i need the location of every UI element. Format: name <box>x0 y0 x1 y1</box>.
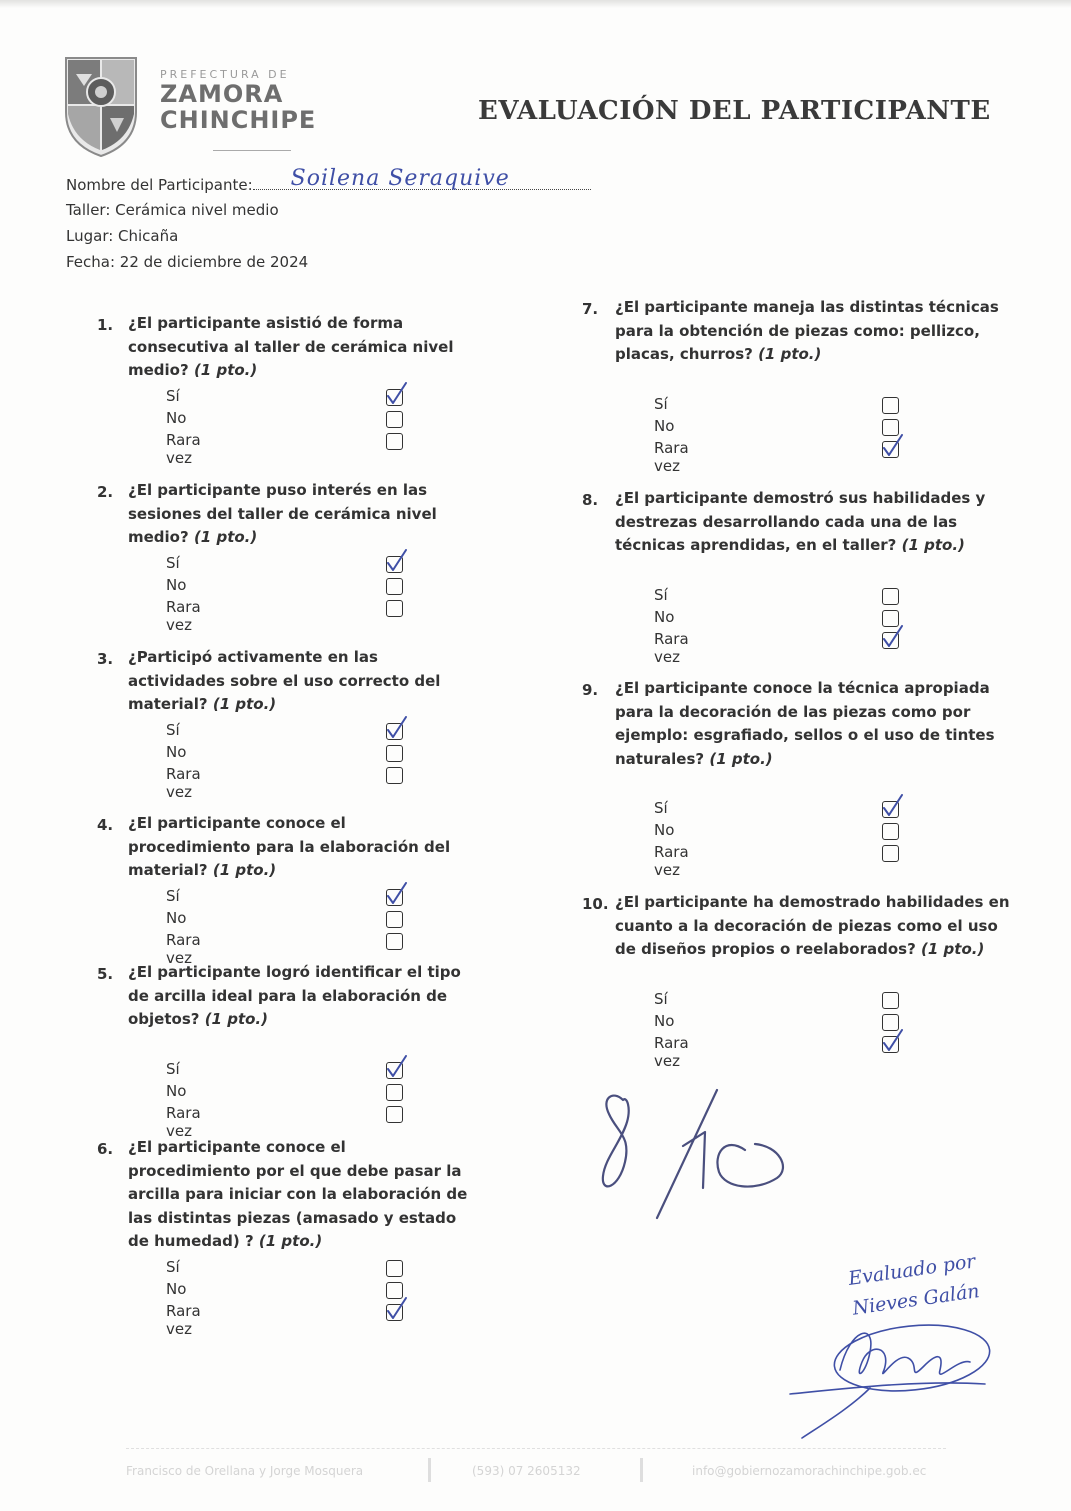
question-points: (1 pto.) <box>901 536 965 554</box>
footer-phone: (593) 07 2605132 <box>472 1464 581 1478</box>
checkbox-yes[interactable] <box>386 556 403 573</box>
question-number: 4. <box>97 816 114 834</box>
question-text <box>128 646 473 717</box>
option-label-rarely: Rara vez <box>166 931 201 967</box>
handwritten-check-icon <box>880 1028 904 1054</box>
question-text <box>615 891 1015 962</box>
option-label-no: No <box>166 909 187 927</box>
option-label-yes: Sí <box>654 585 668 604</box>
evaluator-signature <box>780 1318 995 1443</box>
question-points: (1 pto.) <box>921 940 985 958</box>
participant-name-row <box>66 166 591 194</box>
handwritten-participant-name: Soilena Seraquive <box>290 166 510 191</box>
footer-rule <box>126 1448 946 1449</box>
org-name-line2: CHINCHIPE <box>160 106 317 134</box>
question-points: (1 pto.) <box>193 528 258 546</box>
option-label-yes: Sí <box>654 394 668 413</box>
checkbox-no[interactable] <box>386 411 403 428</box>
option-label-yes: Sí <box>166 1258 180 1276</box>
handwritten-check-icon <box>384 381 408 407</box>
handwritten-check-icon <box>880 793 904 819</box>
question-prompt: ¿El participante logró identificar el tipo de arcilla ideal para la elaboración de objetos? <box>128 963 461 1028</box>
name-field <box>253 166 591 191</box>
footer-separator <box>640 1458 643 1482</box>
question-prompt: ¿El participante conoce la técnica apropiada para la decoración de las piezas como por ejemplo: esgrafiado, sellos o el uso de tintes naturales? <box>615 679 995 768</box>
question-points: (1 pto.) <box>204 1010 268 1028</box>
handwritten-check-icon <box>880 433 904 459</box>
question-prompt: ¿Participó activamente en las actividades sobre el uso correcto del material? <box>128 648 441 713</box>
option-label-rarely: Rara vez <box>654 1033 689 1070</box>
handwritten-check-icon <box>384 1296 408 1322</box>
checkbox-yes[interactable] <box>386 1062 403 1079</box>
question-text <box>128 812 473 883</box>
checkbox-no[interactable] <box>386 911 403 928</box>
checkbox-yes[interactable] <box>882 588 899 605</box>
question-points: (1 pto.) <box>193 361 258 379</box>
handwritten-check-icon <box>384 715 408 741</box>
checkbox-yes[interactable] <box>882 397 899 414</box>
option-label-no: No <box>166 409 187 427</box>
checkbox-rarely[interactable] <box>882 632 899 649</box>
question-prompt: ¿El participante ha demostrado habilidades en cuanto a la decoración de piezas como el uso de diseños propios o reelaborados? <box>615 893 1010 958</box>
question-prompt: ¿El participante puso interés en las sesiones del taller de cerámica nivel medio? <box>128 481 437 546</box>
evaluated-by-note <box>846 1246 981 1323</box>
option-label-no: No <box>654 1011 675 1030</box>
option-label-no: No <box>166 1081 187 1100</box>
question-text <box>128 961 473 1032</box>
checkbox-rarely[interactable] <box>882 845 899 862</box>
question-prompt: ¿El participante demostró sus habilidades y destrezas desarrollando cada una de las técnicas aprendidas, en el taller? <box>615 489 986 554</box>
evaluator-name: Nieves Galán <box>851 1280 981 1320</box>
checkbox-no[interactable] <box>386 745 403 762</box>
checkbox-rarely[interactable] <box>882 441 899 458</box>
checkbox-yes[interactable] <box>386 889 403 906</box>
question-text <box>128 1136 473 1254</box>
question-text <box>128 479 473 550</box>
question-points: (1 pto.) <box>212 861 277 879</box>
option-label-yes: Sí <box>166 721 180 739</box>
option-label-rarely: Rara vez <box>166 431 201 467</box>
place-label: Lugar: Chicaña <box>66 227 179 245</box>
question-number: 6. <box>97 1140 114 1158</box>
option-label-yes: Sí <box>166 387 180 405</box>
org-name-line1: ZAMORA <box>160 80 284 108</box>
checkbox-rarely[interactable] <box>386 1304 403 1321</box>
question-points: (1 pto.) <box>258 1232 323 1250</box>
option-label-rarely: Rara vez <box>654 843 689 879</box>
scan-edge <box>0 0 1071 8</box>
name-label: Nombre del Participante: <box>66 176 253 194</box>
option-label-no: No <box>654 416 675 435</box>
question-number: 8. <box>582 491 599 509</box>
question-text <box>128 312 473 383</box>
checkbox-rarely[interactable] <box>882 1036 899 1053</box>
checkbox-rarely[interactable] <box>386 767 403 784</box>
option-label-no: No <box>166 743 187 761</box>
question-prompt: ¿El participante conoce el procedimiento para la elaboración del material? <box>128 814 451 879</box>
question-prompt: ¿El participante asistió de forma consecutiva al taller de cerámica nivel medio? <box>128 314 454 379</box>
question-points: (1 pto.) <box>758 345 822 363</box>
option-label-yes: Sí <box>654 799 668 817</box>
option-label-yes: Sí <box>166 887 180 905</box>
option-label-rarely: Rara vez <box>166 1302 201 1338</box>
question-prompt: ¿El participante maneja las distintas técnicas para la obtención de piezas como: pellizco, placas, churros? <box>615 298 999 363</box>
logo-underline <box>213 150 291 151</box>
question-number: 9. <box>582 681 599 699</box>
question-prompt: ¿El participante conoce el procedimiento por el que debe pasar la arcilla para iniciar con la elaboración de las distintas piezas (amasado y estado de humedad) ? <box>128 1138 468 1250</box>
checkbox-rarely[interactable] <box>386 1106 403 1123</box>
footer-separator <box>428 1458 431 1482</box>
checkbox-no[interactable] <box>386 1084 403 1101</box>
option-label-rarely: Rara vez <box>654 629 689 666</box>
org-subtitle: PREFECTURA DE <box>160 68 290 81</box>
question-text <box>615 677 1015 771</box>
option-label-rarely: Rara vez <box>166 1103 201 1140</box>
checkbox-no[interactable] <box>386 578 403 595</box>
handwritten-check-icon <box>880 624 904 650</box>
question-number: 7. <box>582 300 599 318</box>
option-label-no: No <box>166 1280 187 1298</box>
option-label-rarely: Rara vez <box>166 765 201 801</box>
checkbox-rarely[interactable] <box>386 433 403 450</box>
option-label-no: No <box>654 821 675 839</box>
checkbox-yes[interactable] <box>882 992 899 1009</box>
evaluated-by-label: Evaluado por <box>847 1250 977 1290</box>
handwritten-check-icon <box>384 881 408 907</box>
option-label-no: No <box>166 576 187 594</box>
question-points: (1 pto.) <box>709 749 773 768</box>
handwritten-check-icon <box>384 1054 408 1080</box>
option-label-yes: Sí <box>166 1059 180 1078</box>
handwritten-score <box>595 1088 795 1223</box>
checkbox-yes[interactable] <box>386 723 403 740</box>
option-label-yes: Sí <box>166 554 180 572</box>
prefectura-shield-logo <box>62 52 140 160</box>
checkbox-rarely[interactable] <box>386 600 403 617</box>
option-label-no: No <box>654 607 675 626</box>
footer-address: Francisco de Orellana y Jorge Mosquera <box>126 1464 364 1478</box>
date-label: Fecha: 22 de diciembre de 2024 <box>66 253 309 271</box>
question-text <box>615 296 1015 367</box>
question-points: (1 pto.) <box>212 695 277 713</box>
question-text <box>615 487 1015 558</box>
option-label-rarely: Rara vez <box>654 438 689 475</box>
checkbox-yes[interactable] <box>386 1260 403 1277</box>
org-name-block <box>160 68 316 133</box>
question-number: 5. <box>97 965 114 983</box>
page-title: EVALUACIÓN DEL PARTICIPANTE <box>478 96 991 126</box>
checkbox-rarely[interactable] <box>386 933 403 950</box>
question-number: 1. <box>97 316 114 334</box>
checkbox-yes[interactable] <box>386 389 403 406</box>
question-number: 10. <box>582 895 609 913</box>
checkbox-no[interactable] <box>882 823 899 840</box>
checkbox-yes[interactable] <box>882 801 899 818</box>
question-number: 2. <box>97 483 114 501</box>
option-label-rarely: Rara vez <box>166 598 201 634</box>
workshop-label: Taller: Cerámica nivel medio <box>66 201 279 219</box>
option-label-yes: Sí <box>654 989 668 1008</box>
question-number: 3. <box>97 650 114 668</box>
handwritten-check-icon <box>384 548 408 574</box>
footer-web: info@gobiernozamorachinchipe.gob.ec <box>692 1464 927 1478</box>
